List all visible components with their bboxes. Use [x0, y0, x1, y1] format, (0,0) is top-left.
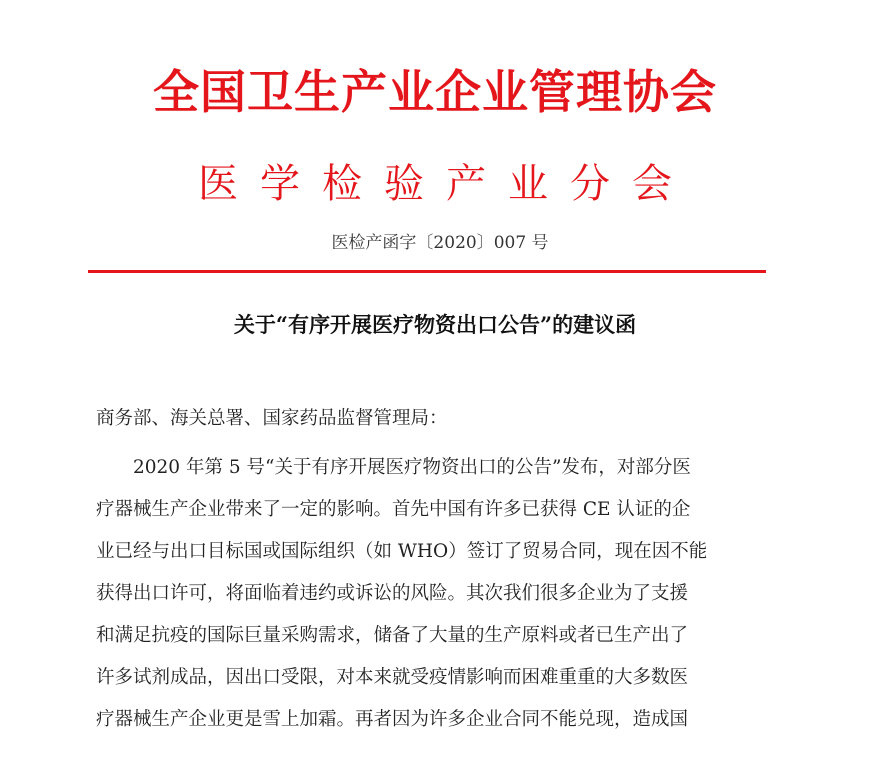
branch-name: 医学检验产业分会	[198, 161, 694, 207]
body-line: 业已经与出口目标国或国际组织（如 WHO）签订了贸易合同，现在因不能	[96, 541, 708, 562]
letterhead-divider	[88, 270, 766, 273]
letter-title: 关于“有序开展医疗物资出口公告”的建议函	[233, 312, 637, 337]
salutation: 商务部、海关总署、国家药品监督管理局：	[96, 408, 448, 429]
body-line: 疗器械生产企业带来了一定的影响。首先中国有许多已获得 CE 认证的企	[96, 499, 691, 520]
document-number: 医检产函字〔2020〕007 号	[331, 233, 549, 253]
body-line: 2020 年第 5 号“关于有序开展医疗物资出口的公告”发布，对部分医	[133, 457, 691, 478]
organization-name: 全国卫生产业企业管理协会	[153, 65, 717, 119]
body-line: 疗器械生产企业更是雪上加霜。再者因为许多企业合同不能兑现，造成国	[96, 709, 689, 730]
body-line: 和满足抗疫的国际巨量采购需求，储备了大量的生产原料或者已生产出了	[96, 625, 689, 646]
letter-body	[96, 452, 786, 746]
body-line: 获得出口许可，将面临着违约或诉讼的风险。其次我们很多企业为了支援	[96, 583, 689, 604]
body-line: 许多试剂成品，因出口受限，对本来就受疫情影响而困难重重的大多数医	[96, 667, 689, 688]
